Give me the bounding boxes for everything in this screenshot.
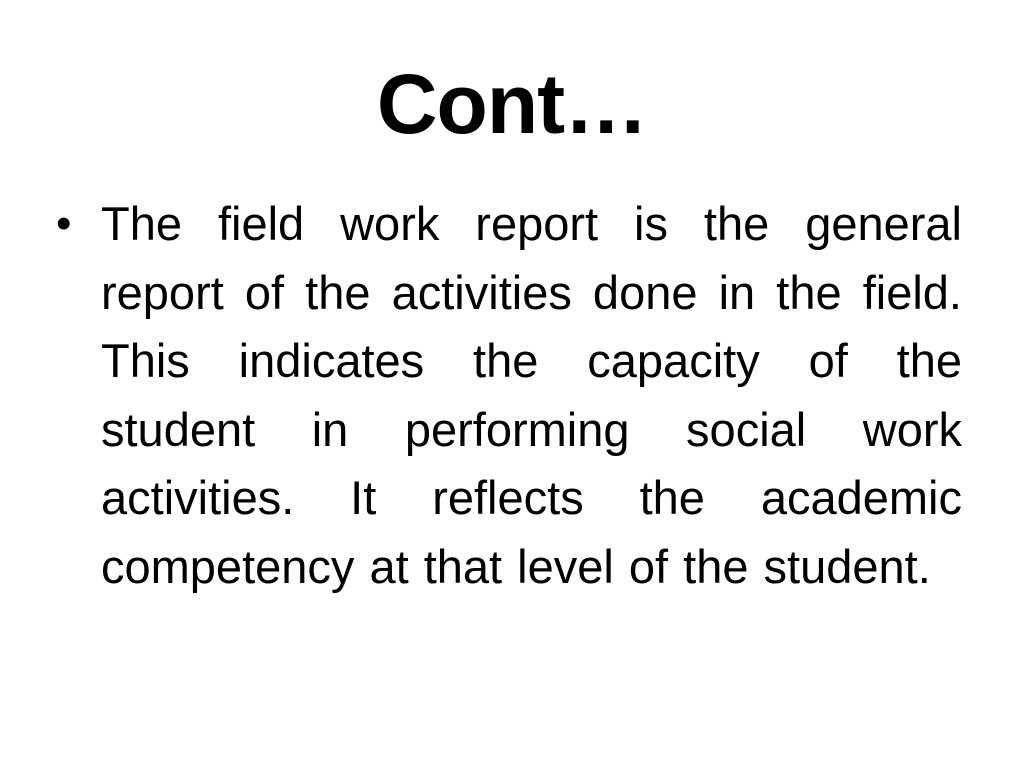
bullet-text: The field work report is the general report of the activities done in the field. This indicates the capacity of the student in performing social work activities. It reflects the academic competency at that level of the student. [101,197,962,593]
bullet-list [56,190,962,601]
slide-title: Cont… [376,57,648,151]
bullet-marker: • [56,199,72,248]
bullet-item [56,190,962,601]
